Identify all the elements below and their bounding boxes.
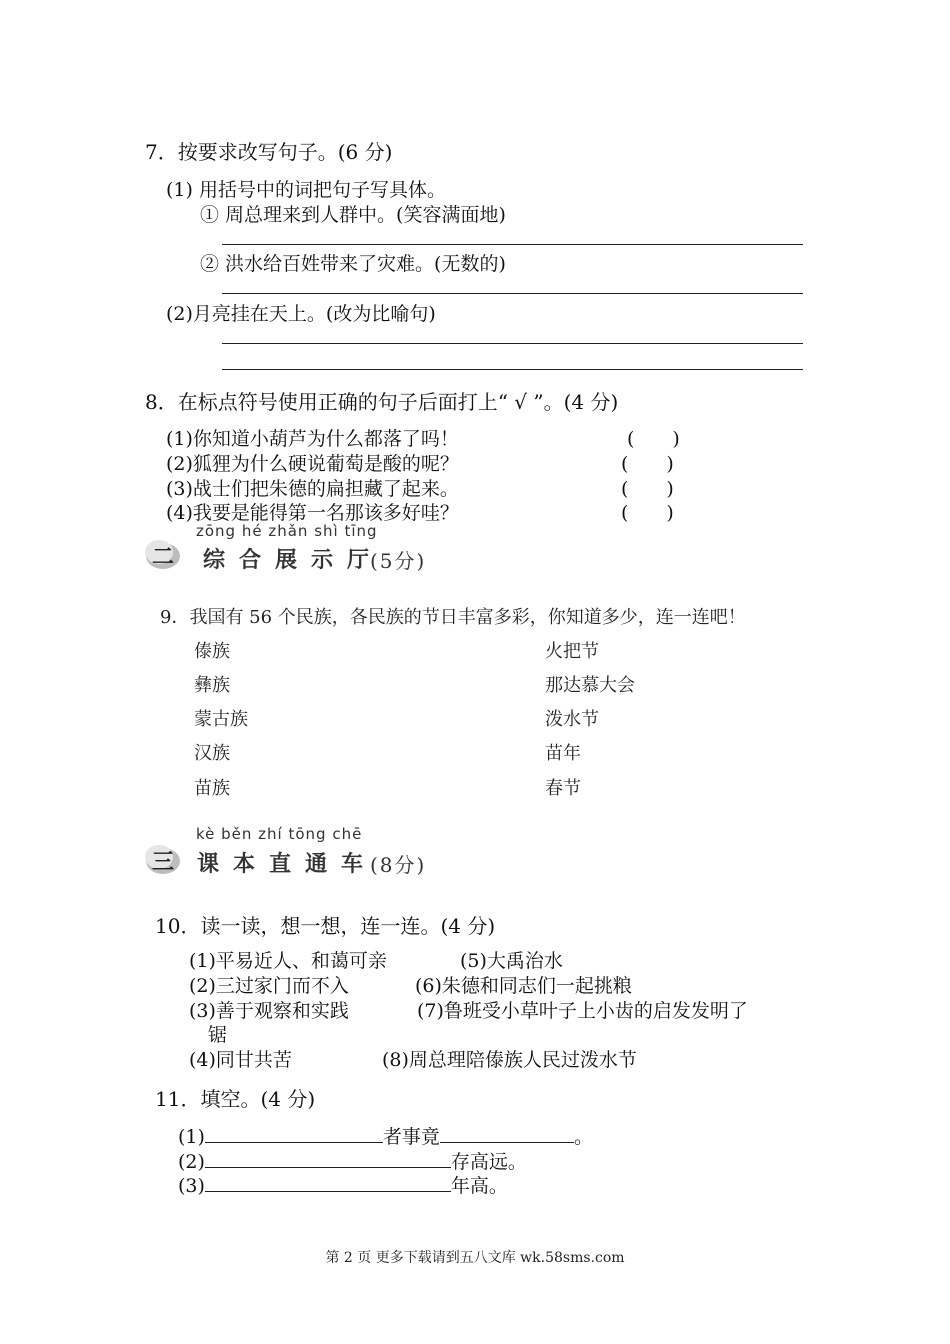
page-footer: 第 2 页 更多下载请到五八文库 wk.58sms.com (325, 1250, 625, 1266)
q7-sub2: (2)月亮挂在天上。(改为比喻句) (166, 303, 436, 325)
q10-right-item[interactable]: (5)大禹治水 (460, 950, 563, 972)
q10-title: 10．读一读，想一想，连一连。(4 分) (155, 914, 496, 938)
fill-blank[interactable] (205, 1173, 451, 1192)
q9-left-item[interactable]: 苗族 (194, 778, 230, 799)
q8-item-text: (1)你知道小葫芦为什么都落了吗！ (166, 428, 459, 450)
answer-line[interactable] (222, 293, 803, 294)
q11-row3-number: (3) (178, 1175, 205, 1197)
q9-title: 9．我国有 56 个民族，各民族的节日丰富多彩，你知道多少，连一连吧！ (160, 607, 746, 628)
q8-item-text: (2)狐狸为什么硬说葡萄是酸的呢？ (166, 453, 459, 475)
q7-item2: ② 洪水给百姓带来了灾难。(无数的) (200, 253, 506, 275)
q11-title: 11．填空。(4 分) (155, 1087, 316, 1111)
fill-blank[interactable] (205, 1124, 383, 1143)
q10-right-item[interactable]: (6)朱德和同志们一起挑粮 (415, 975, 632, 997)
q8-answer-blank[interactable]: ( ) (621, 502, 674, 524)
q10-left-item[interactable]: (2)三过家门而不入 (189, 975, 349, 997)
q7-sub1: (1) 用括号中的词把句子写具体。 (166, 179, 446, 201)
q11-row1 (178, 1122, 593, 1149)
q9-left-item[interactable]: 汉族 (194, 743, 230, 764)
q10-right-item-cont: 锯 (208, 1024, 228, 1046)
answer-line[interactable] (222, 244, 803, 245)
section2-pinyin: zōng hé zhǎn shì tīng (196, 522, 378, 540)
q9-left-item[interactable]: 彝族 (194, 675, 230, 696)
section3-score: (8分) (370, 853, 427, 877)
q9-right-item[interactable]: 泼水节 (545, 709, 599, 730)
fill-blank[interactable] (205, 1149, 451, 1168)
q11-row1-end: 。 (573, 1126, 593, 1148)
q10-left-item[interactable]: (1)平易近人、和蔼可亲 (189, 950, 387, 972)
q11-row1-middle: 者事竟 (382, 1126, 440, 1148)
q10-left-item[interactable]: (4)同甘共苦 (189, 1049, 292, 1071)
q7-item1: ① 周总理来到人群中。(笑容满面地) (200, 204, 506, 226)
q8-answer-blank[interactable]: ( ) (621, 478, 674, 500)
q7-title: 7．按要求改写句子。(6 分) (145, 140, 393, 164)
section3-badge-label: 三 (152, 850, 175, 875)
q10-left-item[interactable]: (3)善于观察和实践 (189, 1000, 349, 1022)
q11-row3 (178, 1171, 508, 1198)
q8-title: 8．在标点符号使用正确的句子后面打上“ √ ”。(4 分) (145, 390, 619, 414)
fill-blank[interactable] (440, 1124, 574, 1143)
q11-row2-number: (2) (178, 1151, 205, 1173)
answer-line[interactable] (222, 369, 803, 370)
section2-score: (5分) (370, 549, 427, 573)
q8-item-text: (3)战士们把朱德的扁担藏了起来。 (166, 478, 459, 500)
q8-answer-blank[interactable]: ( ) (627, 428, 680, 450)
q11-row1-number: (1) (178, 1126, 205, 1148)
answer-line[interactable] (222, 343, 803, 344)
section3-title: 课本直通车 (197, 852, 378, 877)
q9-right-item[interactable]: 那达慕大会 (545, 675, 635, 696)
q9-left-item[interactable]: 蒙古族 (194, 709, 248, 730)
q9-right-item[interactable]: 春节 (545, 778, 581, 799)
q11-row3-end: 年高。 (450, 1175, 508, 1197)
q8-item-text: (4)我要是能得第一名那该多好哇？ (166, 502, 459, 524)
section3-pinyin: kè běn zhí tōng chē (196, 825, 363, 843)
q10-right-item[interactable]: (7)鲁班受小草叶子上小齿的启发发明了 (417, 1000, 748, 1022)
q8-answer-blank[interactable]: ( ) (621, 453, 674, 475)
section2-badge-label: 二 (152, 545, 175, 570)
q11-row2 (178, 1147, 527, 1174)
section2-title: 综合展示厅 (203, 548, 384, 573)
q11-row2-end: 存高远。 (450, 1151, 527, 1173)
q9-left-item[interactable]: 傣族 (194, 641, 230, 662)
q9-right-item[interactable]: 苗年 (545, 743, 581, 764)
q9-right-item[interactable]: 火把节 (545, 641, 599, 662)
q10-right-item[interactable]: (8)周总理陪傣族人民过泼水节 (382, 1049, 637, 1071)
